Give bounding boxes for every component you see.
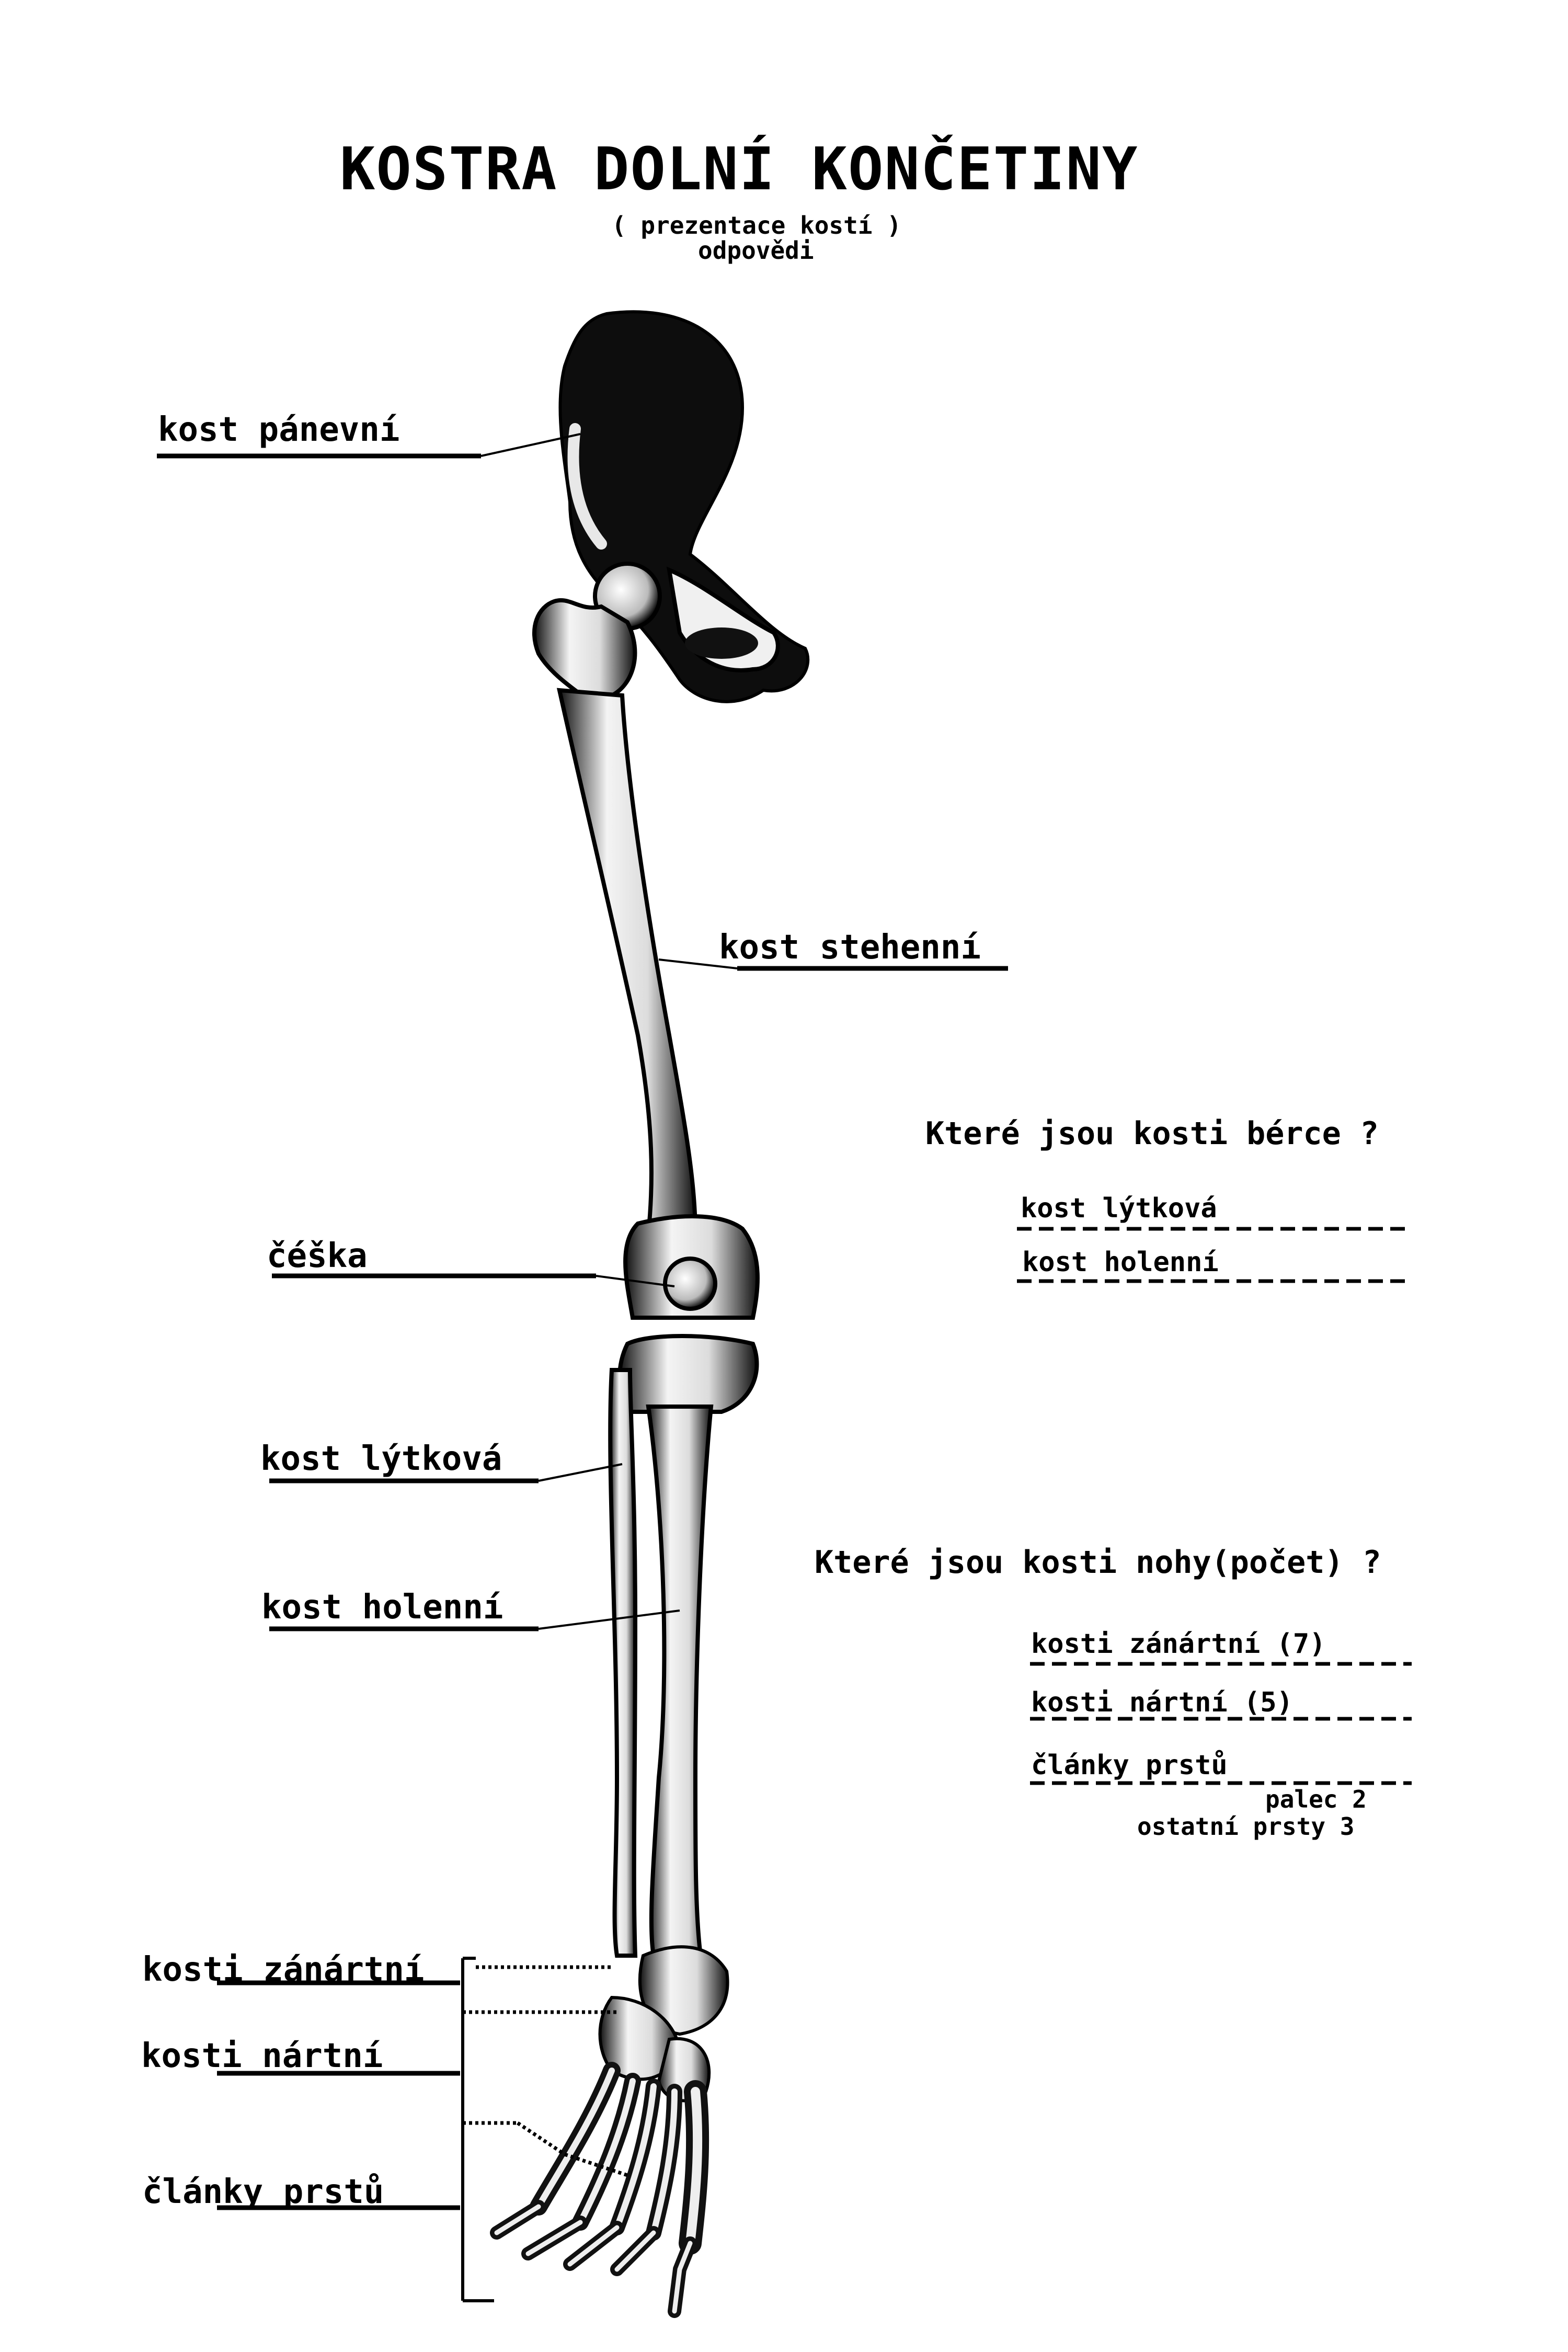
answer-leg-2: kost holenní — [1022, 1247, 1219, 1278]
answer-foot-2: kosti nártní (5) — [1031, 1687, 1293, 1718]
label-phalanges: články prstů — [142, 2173, 384, 2211]
page-subtitle: ( prezentace kostí ) — [612, 211, 901, 239]
label-metatarsals: kosti nártní — [141, 2037, 383, 2075]
page-subtitle-answers: odpovědi — [698, 236, 814, 265]
question-foot-bones: Které jsou kosti nohy(počet) ? — [815, 1544, 1381, 1581]
label-tarsals: kosti zánártní — [142, 1950, 425, 1989]
answer-foot-3: články prstů — [1031, 1750, 1228, 1781]
foot-bones — [497, 1947, 728, 2311]
answer-foot-1: kosti zánártní (7) — [1031, 1628, 1326, 1660]
question-leg-bones: Které jsou kosti bérce ? — [925, 1115, 1379, 1152]
label-tibia: kost holenní — [261, 1588, 503, 1627]
note-other-toes: ostatní prsty 3 — [1137, 1812, 1355, 1841]
label-pelvis: kost pánevní — [158, 410, 400, 449]
label-femur: kost stehenní — [719, 928, 981, 967]
lower-leg-bones — [610, 1336, 757, 1956]
note-big-toe: palec 2 — [1265, 1785, 1367, 1813]
answer-leg-1: kost lýtková — [1021, 1193, 1217, 1224]
patella-bone — [665, 1259, 715, 1309]
page-title: KOSTRA DOLNÍ KONČETINY — [340, 135, 1139, 203]
label-patella: čéška — [267, 1237, 368, 1275]
label-fibula: kost lýtková — [260, 1440, 502, 1478]
